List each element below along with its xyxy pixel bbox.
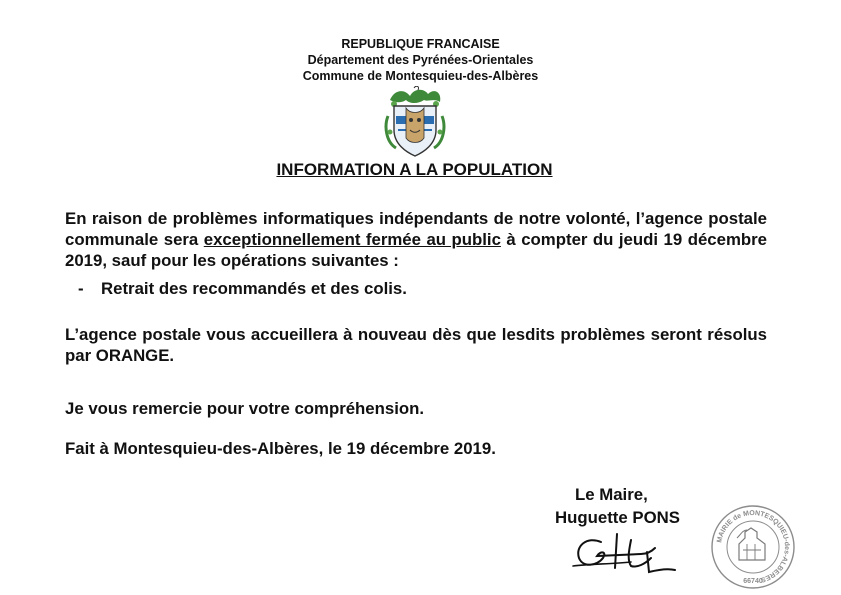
notice-title: INFORMATION A LA POPULATION: [276, 160, 553, 179]
list-item: [78, 279, 407, 299]
paragraph-closure: [65, 208, 767, 271]
svg-text:MAIRIE de MONTESQUIEU-des-ALBE: MAIRIE de MONTESQUIEU-des-ALBERES: [716, 509, 791, 583]
paragraph-date-place: Fait à Montesquieu-des-Albères, le 19 décembre 2019.: [65, 439, 496, 458]
official-stamp-icon: [709, 504, 797, 590]
paragraph-thanks: Je vous remercie pour votre compréhension.: [65, 399, 425, 418]
paragraph-closure-part1: En raison de problèmes informatiques indépendants de notre volonté, l’agence postale communale sera: [65, 209, 767, 249]
header-department: Département des Pyrénées-Orientales: [307, 53, 534, 67]
header-republic: REPUBLIQUE FRANCAISE: [341, 37, 500, 51]
paragraph-closure-underlined: exceptionnellement fermée au public: [203, 230, 501, 249]
header-commune: Commune de Montesquieu-des-Albères: [302, 69, 539, 83]
paragraph-closure-part2: à compter du jeudi 19 décembre 2019, sauf pour les opérations suivantes :: [65, 230, 767, 270]
handwritten-signature-icon: [571, 528, 681, 580]
svg-text:66740: 66740: [743, 578, 763, 585]
list-item-text: Retrait des recommandés et des colis.: [101, 279, 407, 298]
coat-of-arms-icon: [384, 86, 446, 160]
list-dash: -: [78, 279, 84, 298]
signature-role: Le Maire,: [575, 485, 648, 504]
signature-name: Huguette PONS: [555, 508, 680, 527]
document-header: [0, 36, 841, 84]
paragraph-reopening: L’agence postale vous accueillera à nouveau dès que lesdits problèmes seront résolus par ORANGE.: [65, 325, 767, 365]
